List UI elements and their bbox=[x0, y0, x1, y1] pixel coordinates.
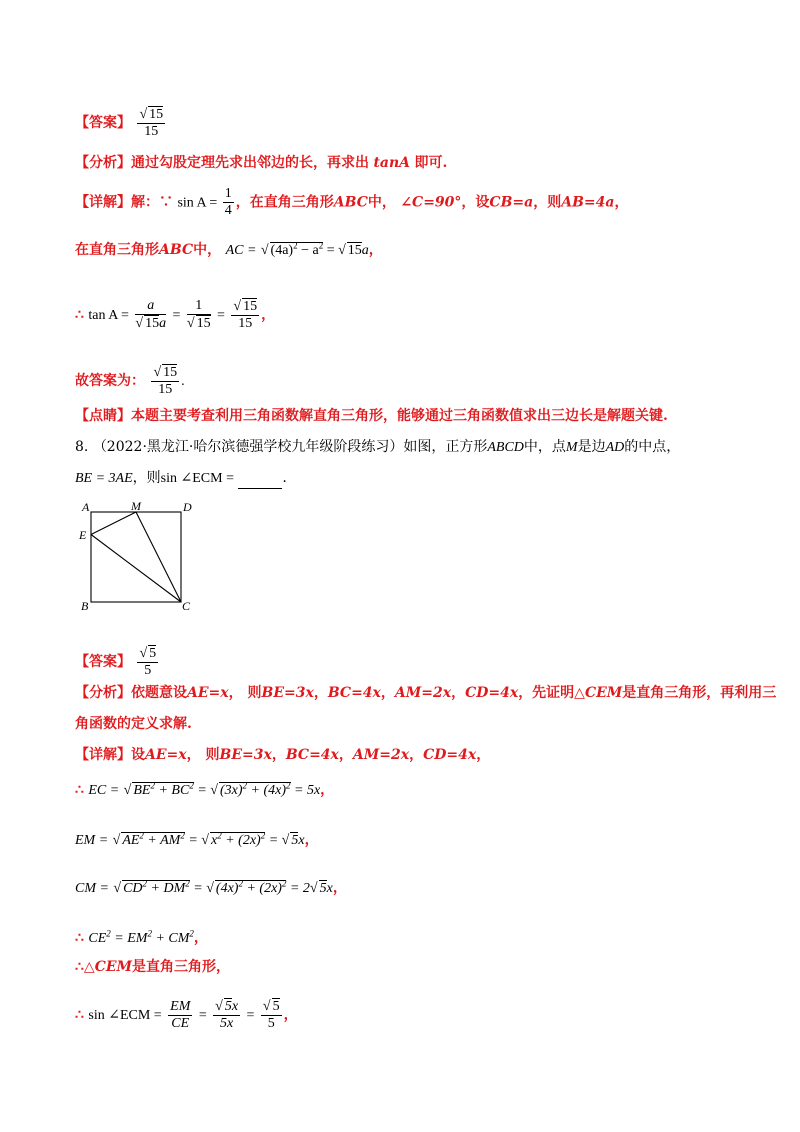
sin-equation: ∴ sin ∠ECM = $\frac{EM}{CE}$ = $\frac{√ 5x}{5x}$ = $\frac{√ 5}{5}$ ， bbox=[75, 998, 298, 1031]
label-c: C bbox=[182, 599, 191, 613]
segment-em bbox=[91, 512, 136, 535]
detail-line-3: ∴ tan A = $\frac{a}{√ 15a}$ = $\frac{1}{√ 15}$ = $\frac{√ 15}{15}$ ， bbox=[75, 298, 276, 331]
answer-line-2: 【答案】 $\frac{√ 5}{5}$ bbox=[75, 646, 157, 678]
right-triangle-line: ∴△CEM是直角三角形， bbox=[75, 959, 230, 975]
ce-squared-equation: ∴ $CE^2 = EM^2 + CM^2$， bbox=[75, 928, 208, 946]
label-d: D bbox=[183, 500, 192, 514]
segment-mc bbox=[136, 512, 181, 602]
problem-8-line-2: BE = 3AE，则sin ∠ECM = . bbox=[75, 468, 287, 489]
answer-label: 【答案】 bbox=[75, 115, 131, 131]
answer-line-1 bbox=[75, 106, 167, 140]
label-b: B bbox=[81, 599, 89, 613]
ec-equation: ∴ EC = √ $BE^2 + BC^2$ = √ $(3x)^2 + (4x)^2 = 5x$， bbox=[75, 780, 335, 798]
analysis-line-2a: 【分析】依题意设AE=x， 则BE=3x，BC=4x，AM=2x，CD=4x，先证明△CEM是直角三角形，再利用三 bbox=[75, 685, 777, 701]
answer-fraction: $\frac{√ 15}{15}$ bbox=[139, 107, 164, 139]
cm-equation: CM = √ $CD^2 + DM^2$ = √ $(4x)^2 + (2x)^2 = 2√$ 5x， bbox=[75, 878, 347, 896]
analysis-line-1: 【分析】通过勾股定理先求出邻边的长，再求出 tanA 即可. bbox=[75, 155, 448, 171]
em-equation: EM = √ $AE^2 + AM^2$ = √ $x^2 + (2x)^2$ = √ 5x， bbox=[75, 830, 319, 848]
comment-line: 【点睛】本题主要考查利用三角函数解直角三角形，能够通过三角函数值求出三边长是解题关键. bbox=[75, 408, 668, 424]
segment-ec bbox=[91, 535, 181, 603]
square-abcd bbox=[91, 512, 181, 602]
answer-blank bbox=[238, 474, 282, 489]
detail-line-2: 在直角三角形ABC中， AC = √ $(4a)^2 - a^2$ = √ 15a， bbox=[75, 240, 383, 258]
square-figure bbox=[75, 500, 200, 615]
label-a: A bbox=[82, 500, 90, 514]
detail-line-2a: 【详解】设AE=x， 则BE=3x，BC=4x，AM=2x，CD=4x， bbox=[75, 747, 491, 763]
analysis-line-2b: 角函数的定义求解. bbox=[75, 716, 192, 732]
label-e: E bbox=[79, 528, 87, 542]
detail-line-1: 【详解】解：∵ sin A = $\frac{1}{4}$ ，在直角三角形ABC中， ∠C=90°，设CB=a，则AB=4a， bbox=[75, 186, 629, 218]
label-m: M bbox=[131, 500, 141, 513]
final-answer-line: 故答案为： $\frac{√ 15}{15}$ . bbox=[75, 365, 185, 397]
problem-8-line-1: 8. （2022·黑龙江·哈尔滨德强学校九年级阶段练习）如图，正方形ABCD中，点M是边AD的中点， bbox=[75, 439, 681, 455]
